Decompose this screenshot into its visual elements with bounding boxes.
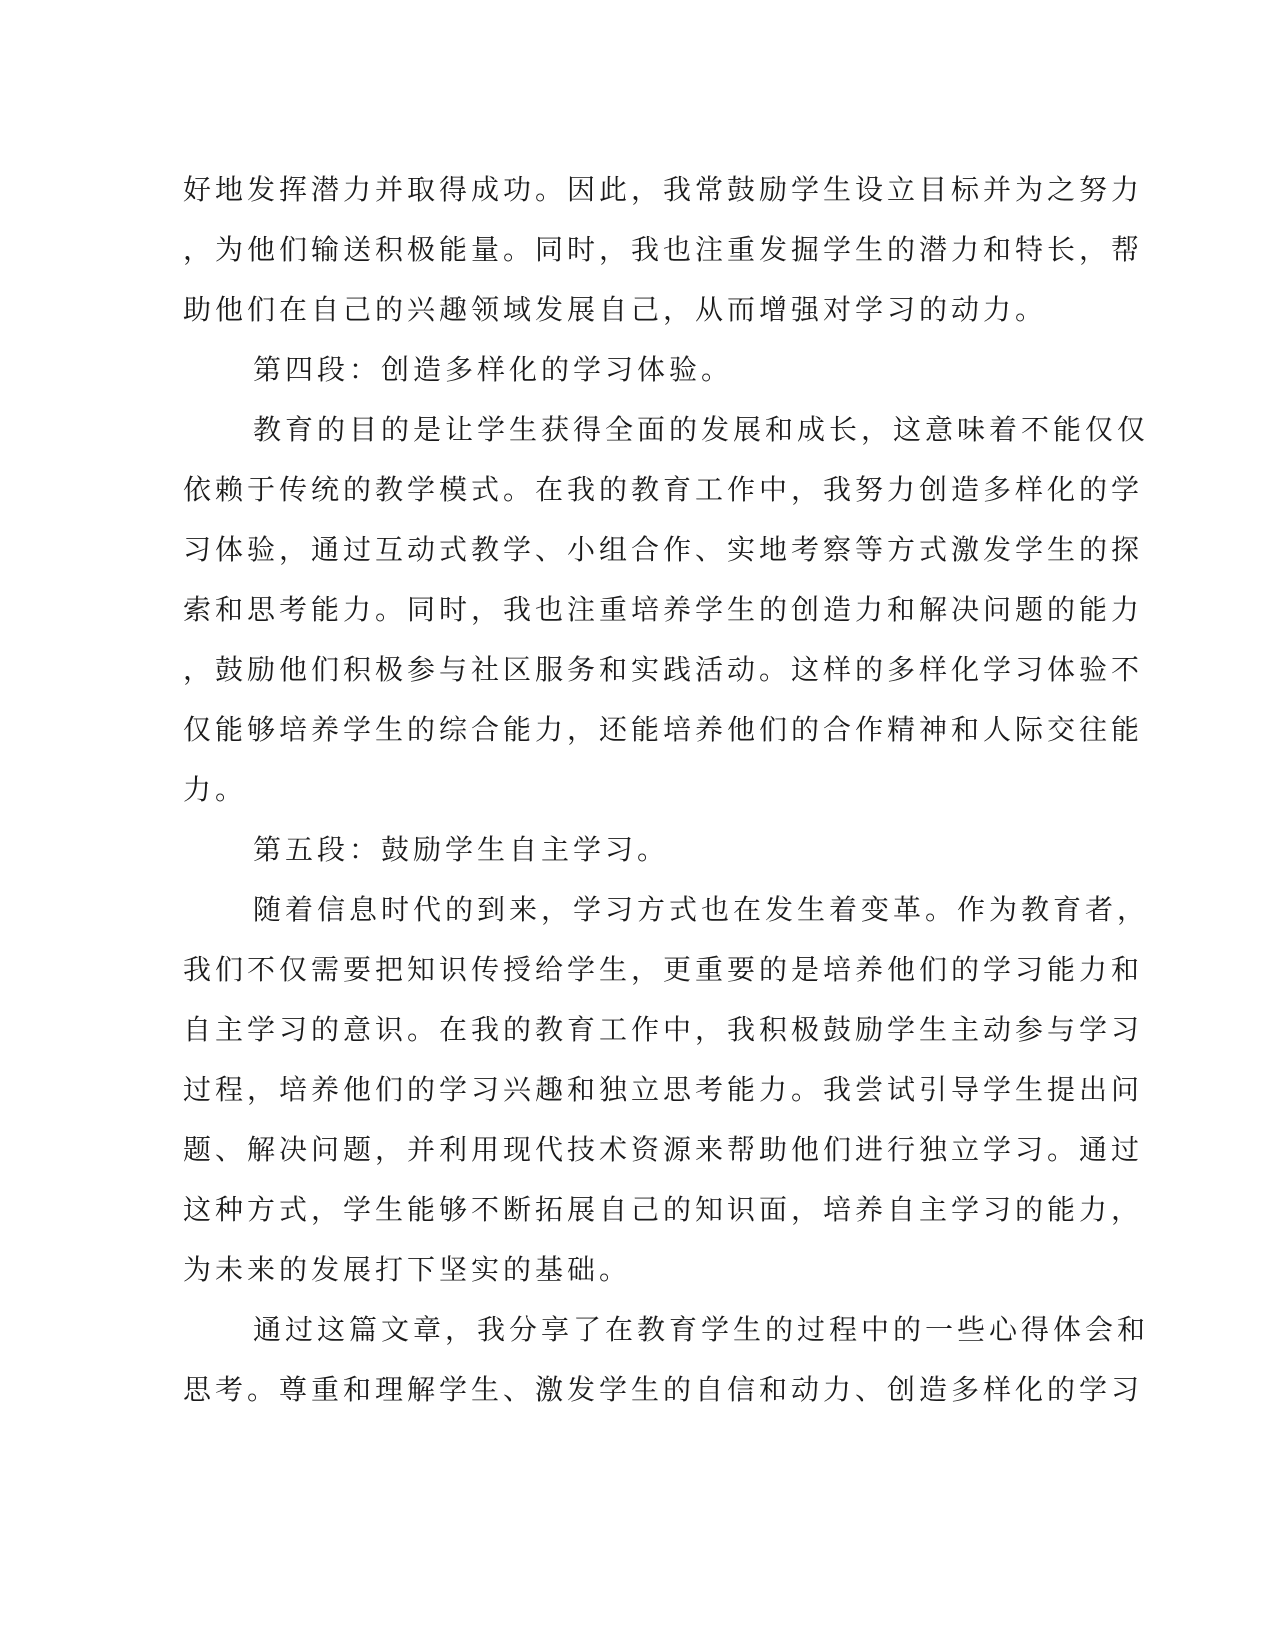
text-line: 题、解决问题，并利用现代技术资源来帮助他们进行独立学习。通过 bbox=[183, 1133, 1144, 1166]
text-line: ，为他们输送积极能量。同时，我也注重发掘学生的潜力和特长，帮 bbox=[183, 233, 1144, 266]
text-line: 依赖于传统的教学模式。在我的教育工作中，我努力创造多样化的学 bbox=[183, 473, 1144, 506]
text-line: 这种方式，学生能够不断拓展自己的知识面，培养自主学习的能力， bbox=[183, 1193, 1144, 1226]
text-line: 随着信息时代的到来，学习方式也在发生着变革。作为教育者， bbox=[253, 893, 1150, 926]
text-line: 自主学习的意识。在我的教育工作中，我积极鼓励学生主动参与学习 bbox=[183, 1013, 1144, 1046]
text-line: 通过这篇文章，我分享了在教育学生的过程中的一些心得体会和 bbox=[253, 1313, 1150, 1346]
text-line: 习体验，通过互动式教学、小组合作、实地考察等方式激发学生的探 bbox=[183, 533, 1144, 566]
text-line: 仅能够培养学生的综合能力，还能培养他们的合作精神和人际交往能 bbox=[183, 713, 1144, 746]
text-line: 我们不仅需要把知识传授给学生，更重要的是培养他们的学习能力和 bbox=[183, 953, 1144, 986]
text-line: 过程，培养他们的学习兴趣和独立思考能力。我尝试引导学生提出问 bbox=[183, 1073, 1144, 1106]
section-heading-4: 第四段：创造多样化的学习体验。 bbox=[253, 353, 734, 386]
text-line: ，鼓励他们积极参与社区服务和实践活动。这样的多样化学习体验不 bbox=[183, 653, 1144, 686]
text-line: 助他们在自己的兴趣领域发展自己，从而增强对学习的动力。 bbox=[183, 293, 1048, 326]
body-text bbox=[183, 160, 1150, 1420]
text-line: 思考。尊重和理解学生、激发学生的自信和动力、创造多样化的学习 bbox=[183, 1373, 1144, 1406]
text-line: 索和思考能力。同时，我也注重培养学生的创造力和解决问题的能力 bbox=[183, 593, 1144, 626]
text-line: 为未来的发展打下坚实的基础。 bbox=[183, 1253, 632, 1286]
text-line: 教育的目的是让学生获得全面的发展和成长，这意味着不能仅仅 bbox=[253, 413, 1150, 446]
text-line: 力。 bbox=[183, 773, 248, 806]
text-line: 好地发挥潜力并取得成功。因此，我常鼓励学生设立目标并为之努力 bbox=[183, 173, 1144, 206]
section-heading-5: 第五段：鼓励学生自主学习。 bbox=[253, 833, 670, 866]
